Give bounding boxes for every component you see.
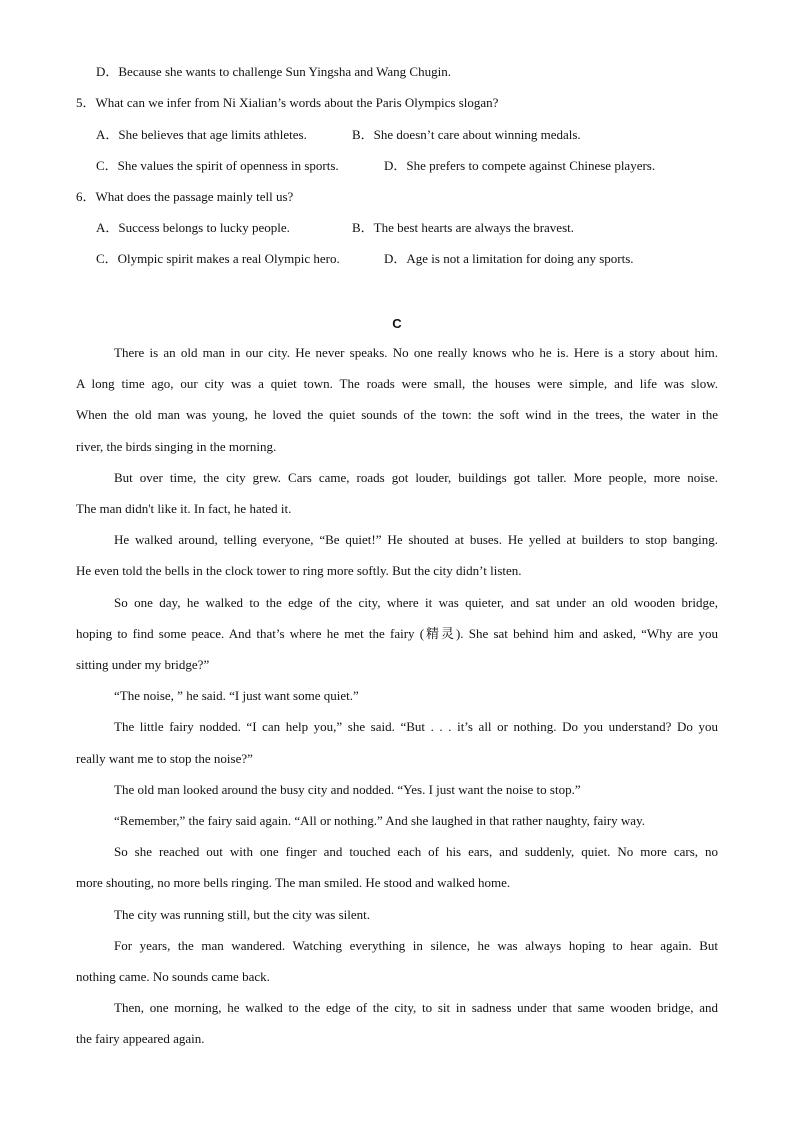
passage-line: The old man looked around the busy city and nodded. “Yes. I just want the noise to stop.”	[114, 782, 581, 797]
q6-option-b: B．The best hearts are always the bravest.	[352, 220, 575, 235]
section-heading: C	[392, 316, 402, 331]
q4-option-d: D．Because she wants to challenge Sun Yingsha and Wang Chugin.	[96, 64, 451, 79]
passage-line: really want me to stop the noise?”	[76, 751, 253, 766]
passage-line: A long time ago, our city was a quiet town. The roads were small, the houses were simple, and life was slow.	[76, 376, 718, 391]
passage-line: Then, one morning, he walked to the edge of the city, to sit in sadness under that same wooden bridge, and	[114, 1000, 718, 1015]
passage-line: There is an old man in our city. He never speaks. No one really knows who he is. Here is a story about him.	[114, 345, 718, 360]
q6-option-a: A．Success belongs to lucky people.	[96, 220, 290, 235]
q6-stem: 6．What does the passage mainly tell us?	[76, 189, 294, 204]
q5-option-d: D．She prefers to compete against Chinese players.	[384, 158, 656, 173]
q5-stem: 5．What can we infer from Ni Xialian’s words about the Paris Olympics slogan?	[76, 95, 499, 110]
passage-line: nothing came. No sounds came back.	[76, 969, 270, 984]
passage-line: When the old man was young, he loved the quiet sounds of the town: the soft wind in the trees, the water in the	[76, 407, 718, 422]
passage-line: hoping to find some peace. And that’s where he met the fairy (精灵). She sat behind him and asked, “Why are you	[76, 626, 718, 641]
passage-line: The city was running still, but the city was silent.	[114, 907, 370, 922]
passage-line: The man didn't like it. In fact, he hated it.	[76, 501, 292, 516]
q5-option-b: B．She doesn’t care about winning medals.	[352, 127, 581, 142]
q5-option-a: A．She believes that age limits athletes.	[96, 127, 307, 142]
passage-line: river, the birds singing in the morning.	[76, 439, 277, 454]
passage-line: The little fairy nodded. “I can help you,” she said. “But . . . it’s all or nothing. Do you understand? Do you	[114, 719, 718, 734]
passage-line: For years, the man wandered. Watching everything in silence, he was always hoping to hear again. But	[114, 938, 718, 953]
q6-option-c: C．Olympic spirit makes a real Olympic hero.	[96, 251, 340, 266]
passage-line: more shouting, no more bells ringing. The man smiled. He stood and walked home.	[76, 875, 511, 890]
passage-line: So she reached out with one finger and touched each of his ears, and suddenly, quiet. No more cars, no	[114, 844, 718, 859]
passage-line: “The noise, ” he said. “I just want some quiet.”	[114, 688, 359, 703]
passage-line: But over time, the city grew. Cars came, roads got louder, buildings got taller. More people, more noise.	[114, 470, 718, 485]
passage-line: He walked around, telling everyone, “Be quiet!” He shouted at buses. He yelled at builders to stop banging.	[114, 532, 718, 547]
q6-option-d: D．Age is not a limitation for doing any sports.	[384, 251, 634, 266]
q5-option-c: C．She values the spirit of openness in sports.	[96, 158, 339, 173]
passage-line: sitting under my bridge?”	[76, 657, 210, 672]
passage-line: He even told the bells in the clock tower to ring more softly. But the city didn’t listen.	[76, 563, 522, 578]
passage-line: “Remember,” the fairy said again. “All or nothing.” And she laughed in that rather naughty, fairy way.	[114, 813, 645, 828]
passage-line: the fairy appeared again.	[76, 1031, 205, 1046]
passage-line: So one day, he walked to the edge of the city, where it was quieter, and sat under an old wooden bridge,	[114, 595, 718, 610]
